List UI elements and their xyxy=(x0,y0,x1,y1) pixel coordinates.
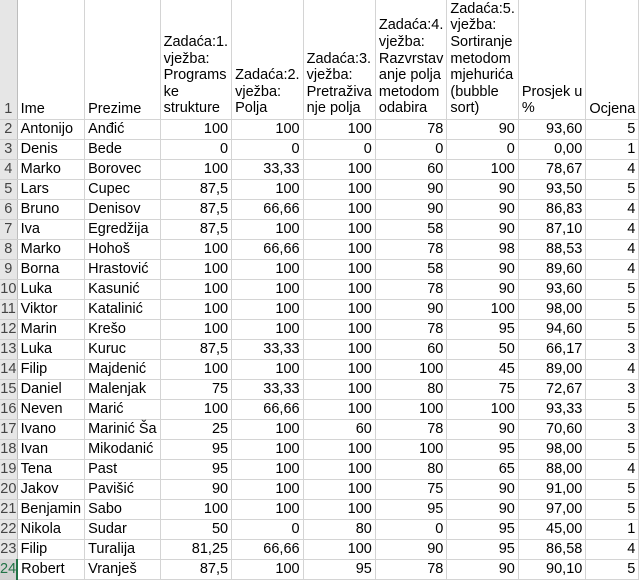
cell-zadaca-2[interactable]: 100 xyxy=(232,460,304,480)
cell-prosjek[interactable]: 93,50 xyxy=(518,180,585,200)
table-row xyxy=(0,400,639,420)
row-header[interactable]: 4 xyxy=(0,160,17,180)
header-line: nje polja xyxy=(306,100,361,117)
cell-zadaca-5[interactable]: 65 xyxy=(447,460,519,480)
cell-zadaca-1[interactable]: 81,25 xyxy=(160,540,232,560)
cell-prezime[interactable]: Borovec xyxy=(85,160,161,180)
cell-zadaca-5[interactable]: 98 xyxy=(447,240,519,260)
header-line: Prosjek u xyxy=(521,83,583,100)
cell-prosjek[interactable]: 70,60 xyxy=(518,420,585,440)
cell-prosjek[interactable]: 78,67 xyxy=(518,160,585,180)
cell-zadaca-3[interactable]: 100 xyxy=(303,200,375,220)
table-row xyxy=(0,540,639,560)
cell-zadaca-3[interactable]: 100 xyxy=(303,500,375,520)
cell-zadaca-5[interactable]: 95 xyxy=(447,440,519,460)
cell-zadaca-5[interactable]: 100 xyxy=(447,400,519,420)
cell-zadaca-2[interactable]: 100 xyxy=(232,260,304,280)
cell-prezime[interactable]: Kasunić xyxy=(85,280,161,300)
cell-ocjena[interactable]: 5 xyxy=(586,120,639,140)
cell-zadaca-4[interactable]: 78 xyxy=(375,120,447,140)
cell-ime[interactable]: Borna xyxy=(17,260,84,280)
cell-prezime[interactable]: Krešo xyxy=(85,320,161,340)
cell-prosjek[interactable]: 66,17 xyxy=(518,340,585,360)
header-zadaca-1[interactable] xyxy=(160,0,232,120)
cell-zadaca-1[interactable]: 50 xyxy=(160,520,232,540)
cell-prezime[interactable]: Sabo xyxy=(85,500,161,520)
cell-prezime[interactable]: Mikodanić xyxy=(85,440,161,460)
cell-prosjek[interactable]: 98,00 xyxy=(518,440,585,460)
header-line: Zadaća:3. xyxy=(306,50,372,67)
table-row xyxy=(0,140,639,160)
cell-zadaca-1[interactable]: 100 xyxy=(160,300,232,320)
header-line: vježba: xyxy=(235,83,282,100)
cell-zadaca-2[interactable]: 100 xyxy=(232,420,304,440)
cell-ocjena[interactable]: 3 xyxy=(586,380,639,400)
cell-prezime[interactable]: Vranješ xyxy=(85,560,161,580)
cell-ocjena[interactable]: 4 xyxy=(586,540,639,560)
cell-zadaca-4[interactable]: 78 xyxy=(375,560,447,580)
cell-zadaca-3[interactable]: 100 xyxy=(303,120,375,140)
cell-prezime[interactable]: Pavišić xyxy=(85,480,161,500)
header-line: vježba: xyxy=(306,67,353,84)
cell-ime[interactable]: Viktor xyxy=(17,300,84,320)
cell-prezime[interactable]: Hohoš xyxy=(85,240,161,260)
cell-ime[interactable]: Daniel xyxy=(17,380,84,400)
cell-zadaca-5[interactable]: 90 xyxy=(447,560,519,580)
cell-zadaca-3[interactable]: 100 xyxy=(303,440,375,460)
cell-zadaca-2[interactable]: 100 xyxy=(232,220,304,240)
cell-zadaca-3[interactable]: 100 xyxy=(303,540,375,560)
cell-ime[interactable]: Robert xyxy=(17,560,84,580)
cell-zadaca-4[interactable]: 78 xyxy=(375,240,447,260)
header-line: Zadaća:4. xyxy=(378,17,444,34)
table-row xyxy=(0,500,639,520)
cell-prosjek[interactable]: 88,00 xyxy=(518,460,585,480)
cell-ime[interactable]: Bruno xyxy=(17,200,84,220)
table-row xyxy=(0,160,639,180)
cell-ocjena[interactable]: 4 xyxy=(586,360,639,380)
cell-prosjek[interactable]: 89,00 xyxy=(518,360,585,380)
cell-zadaca-4[interactable]: 0 xyxy=(375,140,447,160)
cell-ocjena[interactable]: 4 xyxy=(586,200,639,220)
cell-prezime[interactable]: Egredžija xyxy=(85,220,161,240)
cell-ime[interactable]: Marko xyxy=(17,160,84,180)
cell-zadaca-5[interactable]: 0 xyxy=(447,140,519,160)
cell-ocjena[interactable]: 1 xyxy=(586,520,639,540)
cell-zadaca-1[interactable]: 87,5 xyxy=(160,180,232,200)
cell-zadaca-3[interactable]: 100 xyxy=(303,160,375,180)
cell-prosjek[interactable]: 91,00 xyxy=(518,480,585,500)
table-row xyxy=(0,300,639,320)
row-header[interactable]: 9 xyxy=(0,260,17,280)
row-header[interactable]: 6 xyxy=(0,200,17,220)
cell-ocjena[interactable]: 5 xyxy=(586,320,639,340)
cell-zadaca-4[interactable]: 78 xyxy=(375,420,447,440)
cell-zadaca-3[interactable]: 100 xyxy=(303,300,375,320)
cell-prosjek[interactable]: 88,53 xyxy=(518,240,585,260)
cell-zadaca-4[interactable]: 78 xyxy=(375,320,447,340)
cell-ocjena[interactable]: 5 xyxy=(586,440,639,460)
cell-ime[interactable]: Nikola xyxy=(17,520,84,540)
row-header[interactable]: 19 xyxy=(0,460,17,480)
header-line: Programs xyxy=(163,67,227,84)
cell-zadaca-1[interactable]: 90 xyxy=(160,480,232,500)
header-line: vježba: xyxy=(163,50,210,67)
header-line: odabira xyxy=(378,100,428,117)
table-row xyxy=(0,460,639,480)
cell-zadaca-3[interactable]: 95 xyxy=(303,560,375,580)
cell-prosjek[interactable]: 86,58 xyxy=(518,540,585,560)
header-line: strukture xyxy=(163,100,221,117)
row-header[interactable]: 15 xyxy=(0,380,17,400)
header-zadaca-3[interactable] xyxy=(303,0,375,120)
cell-zadaca-4[interactable]: 80 xyxy=(375,380,447,400)
cell-zadaca-2[interactable]: 0 xyxy=(232,520,304,540)
cell-ime[interactable]: Benjamin xyxy=(17,500,84,520)
header-row xyxy=(0,0,639,120)
cell-zadaca-4[interactable]: 75 xyxy=(375,480,447,500)
cell-prezime[interactable]: Marinić Ša xyxy=(85,420,161,440)
cell-zadaca-4[interactable]: 78 xyxy=(375,280,447,300)
table-row xyxy=(0,280,639,300)
header-line: ke xyxy=(163,83,179,100)
cell-zadaca-1[interactable]: 25 xyxy=(160,420,232,440)
cell-zadaca-4[interactable]: 90 xyxy=(375,300,447,320)
cell-ocjena[interactable]: 3 xyxy=(586,420,639,440)
cell-prezime[interactable]: Turalija xyxy=(85,540,161,560)
header-line: sort) xyxy=(450,100,480,117)
cell-zadaca-4[interactable]: 60 xyxy=(375,340,447,360)
row-header[interactable]: 2 xyxy=(0,120,17,140)
cell-prezime[interactable]: Cupec xyxy=(85,180,161,200)
cell-zadaca-1[interactable]: 87,5 xyxy=(160,560,232,580)
cell-ocjena[interactable]: 1 xyxy=(586,140,639,160)
cell-zadaca-2[interactable]: 100 xyxy=(232,360,304,380)
header-line: Razvrstav xyxy=(378,50,444,67)
cell-prosjek[interactable]: 98,00 xyxy=(518,300,585,320)
cell-zadaca-3[interactable]: 100 xyxy=(303,480,375,500)
cell-zadaca-5[interactable]: 90 xyxy=(447,260,519,280)
cell-zadaca-3[interactable]: 100 xyxy=(303,280,375,300)
cell-zadaca-3[interactable]: 100 xyxy=(303,260,375,280)
table-row xyxy=(0,180,639,200)
cell-prosjek[interactable]: 93,33 xyxy=(518,400,585,420)
cell-zadaca-3[interactable]: 100 xyxy=(303,340,375,360)
cell-ime[interactable]: Tena xyxy=(17,460,84,480)
table-row xyxy=(0,220,639,240)
cell-zadaca-1[interactable]: 100 xyxy=(160,120,232,140)
cell-zadaca-4[interactable]: 60 xyxy=(375,160,447,180)
cell-zadaca-2[interactable]: 100 xyxy=(232,180,304,200)
cell-prezime[interactable]: Bede xyxy=(85,140,161,160)
cell-zadaca-1[interactable]: 100 xyxy=(160,160,232,180)
cell-ocjena[interactable]: 3 xyxy=(586,340,639,360)
cell-zadaca-5[interactable]: 95 xyxy=(447,520,519,540)
cell-prosjek[interactable]: 45,00 xyxy=(518,520,585,540)
cell-zadaca-1[interactable]: 87,5 xyxy=(160,200,232,220)
row-header[interactable]: 22 xyxy=(0,520,17,540)
cell-zadaca-4[interactable]: 58 xyxy=(375,220,447,240)
cell-zadaca-5[interactable]: 90 xyxy=(447,180,519,200)
row-header[interactable]: 13 xyxy=(0,340,17,360)
row-header[interactable]: 20 xyxy=(0,480,17,500)
header-line: (bubble xyxy=(450,83,499,100)
cell-zadaca-1[interactable]: 100 xyxy=(160,400,232,420)
cell-ocjena[interactable]: 5 xyxy=(586,180,639,200)
cell-zadaca-2[interactable]: 100 xyxy=(232,320,304,340)
cell-zadaca-3[interactable]: 100 xyxy=(303,240,375,260)
cell-zadaca-3[interactable]: 60 xyxy=(303,420,375,440)
cell-prosjek[interactable]: 89,60 xyxy=(518,260,585,280)
header-line: Polja xyxy=(235,100,268,117)
cell-zadaca-3[interactable]: 80 xyxy=(303,520,375,540)
header-zadaca-2[interactable] xyxy=(232,0,304,120)
cell-ime[interactable]: Ivano xyxy=(17,420,84,440)
row-header[interactable]: 18 xyxy=(0,440,17,460)
cell-zadaca-5[interactable]: 95 xyxy=(447,320,519,340)
cell-prosjek[interactable]: 72,67 xyxy=(518,380,585,400)
cell-zadaca-5[interactable]: 90 xyxy=(447,120,519,140)
cell-zadaca-1[interactable]: 87,5 xyxy=(160,220,232,240)
cell-prezime[interactable]: Majdenić xyxy=(85,360,161,380)
cell-zadaca-2[interactable]: 100 xyxy=(232,480,304,500)
cell-zadaca-5[interactable]: 50 xyxy=(447,340,519,360)
cell-ime[interactable]: Denis xyxy=(17,140,84,160)
row-header[interactable]: 11 xyxy=(0,300,17,320)
header-line: metodom xyxy=(450,50,511,67)
cell-zadaca-3[interactable]: 100 xyxy=(303,460,375,480)
cell-prezime[interactable]: Marić xyxy=(85,400,161,420)
cell-zadaca-2[interactable]: 100 xyxy=(232,280,304,300)
cell-zadaca-2[interactable]: 100 xyxy=(232,120,304,140)
cell-zadaca-5[interactable]: 90 xyxy=(447,200,519,220)
cell-prezime[interactable]: Sudar xyxy=(85,520,161,540)
cell-prezime[interactable]: Anđić xyxy=(85,120,161,140)
cell-ime[interactable]: Luka xyxy=(17,340,84,360)
table-row xyxy=(0,360,639,380)
cell-ime[interactable]: Iva xyxy=(17,220,84,240)
cell-zadaca-1[interactable]: 75 xyxy=(160,380,232,400)
header-line: metodom xyxy=(378,83,440,100)
table-row xyxy=(0,320,639,340)
cell-zadaca-5[interactable]: 90 xyxy=(447,480,519,500)
cell-zadaca-5[interactable]: 100 xyxy=(447,160,519,180)
header-line: Pretraživa xyxy=(306,83,372,100)
cell-zadaca-4[interactable]: 80 xyxy=(375,460,447,480)
cell-zadaca-5[interactable]: 75 xyxy=(447,380,519,400)
cell-zadaca-5[interactable]: 90 xyxy=(447,420,519,440)
cell-zadaca-1[interactable]: 100 xyxy=(160,240,232,260)
cell-prosjek[interactable]: 93,60 xyxy=(518,280,585,300)
cell-ocjena[interactable]: 5 xyxy=(586,560,639,580)
cell-prezime[interactable]: Katalinić xyxy=(85,300,161,320)
cell-prezime[interactable]: Past xyxy=(85,460,161,480)
table-row xyxy=(0,380,639,400)
row-header[interactable]: 16 xyxy=(0,400,17,420)
cell-ime[interactable]: Antonijo xyxy=(17,120,84,140)
header-line: Zadaća:5. xyxy=(450,0,515,17)
cell-zadaca-1[interactable]: 95 xyxy=(160,440,232,460)
table-row xyxy=(0,440,639,460)
cell-zadaca-1[interactable]: 100 xyxy=(160,360,232,380)
cell-zadaca-2[interactable]: 66,66 xyxy=(232,200,304,220)
cell-ocjena[interactable]: 5 xyxy=(586,500,639,520)
cell-zadaca-2[interactable]: 0 xyxy=(232,140,304,160)
cell-prezime[interactable]: Kuruc xyxy=(85,340,161,360)
cell-zadaca-1[interactable]: 100 xyxy=(160,320,232,340)
cell-zadaca-3[interactable]: 100 xyxy=(303,400,375,420)
cell-ime[interactable]: Luka xyxy=(17,280,84,300)
cell-zadaca-1[interactable]: 0 xyxy=(160,140,232,160)
table-row xyxy=(0,200,639,220)
cell-ocjena[interactable]: 5 xyxy=(586,300,639,320)
cell-prezime[interactable]: Hrastović xyxy=(85,260,161,280)
cell-zadaca-1[interactable]: 87,5 xyxy=(160,340,232,360)
cell-zadaca-5[interactable]: 100 xyxy=(447,300,519,320)
cell-prezime[interactable]: Malenjak xyxy=(85,380,161,400)
cell-zadaca-2[interactable]: 66,66 xyxy=(232,540,304,560)
cell-ocjena[interactable]: 4 xyxy=(586,240,639,260)
cell-zadaca-4[interactable]: 100 xyxy=(375,440,447,460)
cell-zadaca-3[interactable]: 100 xyxy=(303,180,375,200)
cell-zadaca-4[interactable]: 90 xyxy=(375,200,447,220)
cell-zadaca-4[interactable]: 58 xyxy=(375,260,447,280)
cell-prosjek[interactable]: 90,10 xyxy=(518,560,585,580)
cell-zadaca-2[interactable]: 66,66 xyxy=(232,240,304,260)
header-zadaca-5[interactable] xyxy=(447,0,519,120)
cell-ocjena[interactable]: 5 xyxy=(586,280,639,300)
cell-prosjek[interactable]: 94,60 xyxy=(518,320,585,340)
cell-zadaca-4[interactable]: 95 xyxy=(375,500,447,520)
cell-prosjek[interactable]: 87,10 xyxy=(518,220,585,240)
cell-ocjena[interactable]: 4 xyxy=(586,160,639,180)
row-header[interactable]: 3 xyxy=(0,140,17,160)
cell-zadaca-3[interactable]: 100 xyxy=(303,380,375,400)
cell-zadaca-1[interactable]: 95 xyxy=(160,460,232,480)
cell-ocjena[interactable]: 5 xyxy=(586,480,639,500)
cell-ime[interactable]: Jakov xyxy=(17,480,84,500)
cell-zadaca-4[interactable]: 100 xyxy=(375,360,447,380)
cell-prosjek[interactable]: 0,00 xyxy=(518,140,585,160)
row-header[interactable]: 1 xyxy=(0,0,17,120)
row-header[interactable]: 5 xyxy=(0,180,17,200)
cell-ocjena[interactable]: 4 xyxy=(586,220,639,240)
header-prosjek[interactable] xyxy=(518,0,585,120)
cell-zadaca-5[interactable]: 90 xyxy=(447,220,519,240)
row-header[interactable]: 7 xyxy=(0,220,17,240)
row-header[interactable]: 17 xyxy=(0,420,17,440)
cell-zadaca-4[interactable]: 90 xyxy=(375,540,447,560)
cell-ime[interactable]: Marin xyxy=(17,320,84,340)
header-line: Zadaća:1. xyxy=(163,34,229,51)
cell-zadaca-3[interactable]: 100 xyxy=(303,220,375,240)
table-row xyxy=(0,340,639,360)
table-row xyxy=(0,560,639,580)
cell-ocjena[interactable]: 5 xyxy=(586,400,639,420)
cell-zadaca-5[interactable]: 90 xyxy=(447,280,519,300)
cell-prosjek[interactable]: 97,00 xyxy=(518,500,585,520)
header-line: Sortiranje xyxy=(450,34,513,51)
table-row xyxy=(0,420,639,440)
cell-ime[interactable]: Filip xyxy=(17,360,84,380)
cell-zadaca-2[interactable]: 100 xyxy=(232,440,304,460)
cell-ocjena[interactable]: 4 xyxy=(586,260,639,280)
cell-prosjek[interactable]: 86,83 xyxy=(518,200,585,220)
cell-zadaca-4[interactable]: 0 xyxy=(375,520,447,540)
cell-zadaca-5[interactable]: 90 xyxy=(447,500,519,520)
cell-prezime[interactable]: Denisov xyxy=(85,200,161,220)
row-header[interactable]: 8 xyxy=(0,240,17,260)
cell-zadaca-3[interactable]: 100 xyxy=(303,360,375,380)
cell-zadaca-2[interactable]: 100 xyxy=(232,560,304,580)
cell-zadaca-2[interactable]: 33,33 xyxy=(232,160,304,180)
table-row xyxy=(0,480,639,500)
header-line: % xyxy=(521,100,535,117)
header-line: vježba: xyxy=(378,34,425,51)
row-header[interactable]: 21 xyxy=(0,500,17,520)
cell-zadaca-2[interactable]: 33,33 xyxy=(232,380,304,400)
cell-zadaca-2[interactable]: 66,66 xyxy=(232,400,304,420)
cell-zadaca-4[interactable]: 100 xyxy=(375,400,447,420)
header-ime[interactable]: Ime xyxy=(17,0,84,120)
cell-zadaca-1[interactable]: 100 xyxy=(160,280,232,300)
row-header[interactable]: 10 xyxy=(0,280,17,300)
row-header[interactable]: 24 xyxy=(0,560,17,580)
header-zadaca-4[interactable] xyxy=(375,0,447,120)
header-line: mjehurića xyxy=(450,67,514,84)
cell-zadaca-3[interactable]: 0 xyxy=(303,140,375,160)
cell-ime[interactable]: Neven xyxy=(17,400,84,420)
cell-ocjena[interactable]: 4 xyxy=(586,460,639,480)
header-line: vježba: xyxy=(450,17,497,34)
cell-prosjek[interactable]: 93,60 xyxy=(518,120,585,140)
row-header[interactable]: 12 xyxy=(0,320,17,340)
cell-ime[interactable]: Marko xyxy=(17,240,84,260)
header-prezime[interactable]: Prezime xyxy=(85,0,161,120)
cell-zadaca-1[interactable]: 100 xyxy=(160,500,232,520)
table-row xyxy=(0,120,639,140)
cell-ime[interactable]: Ivan xyxy=(17,440,84,460)
cell-zadaca-5[interactable]: 45 xyxy=(447,360,519,380)
cell-ime[interactable]: Lars xyxy=(17,180,84,200)
cell-ime[interactable]: Filip xyxy=(17,540,84,560)
table-row xyxy=(0,240,639,260)
cell-zadaca-5[interactable]: 95 xyxy=(447,540,519,560)
cell-zadaca-2[interactable]: 100 xyxy=(232,300,304,320)
header-line: anje polja xyxy=(378,67,441,84)
cell-zadaca-1[interactable]: 100 xyxy=(160,260,232,280)
row-header[interactable]: 23 xyxy=(0,540,17,560)
cell-zadaca-4[interactable]: 90 xyxy=(375,180,447,200)
header-line: Zadaća:2. xyxy=(235,67,300,84)
table-row xyxy=(0,260,639,280)
cell-zadaca-3[interactable]: 100 xyxy=(303,320,375,340)
table-row xyxy=(0,520,639,540)
header-ocjena[interactable]: Ocjena xyxy=(586,0,639,120)
cell-zadaca-2[interactable]: 100 xyxy=(232,500,304,520)
row-header[interactable]: 14 xyxy=(0,360,17,380)
cell-zadaca-2[interactable]: 33,33 xyxy=(232,340,304,360)
